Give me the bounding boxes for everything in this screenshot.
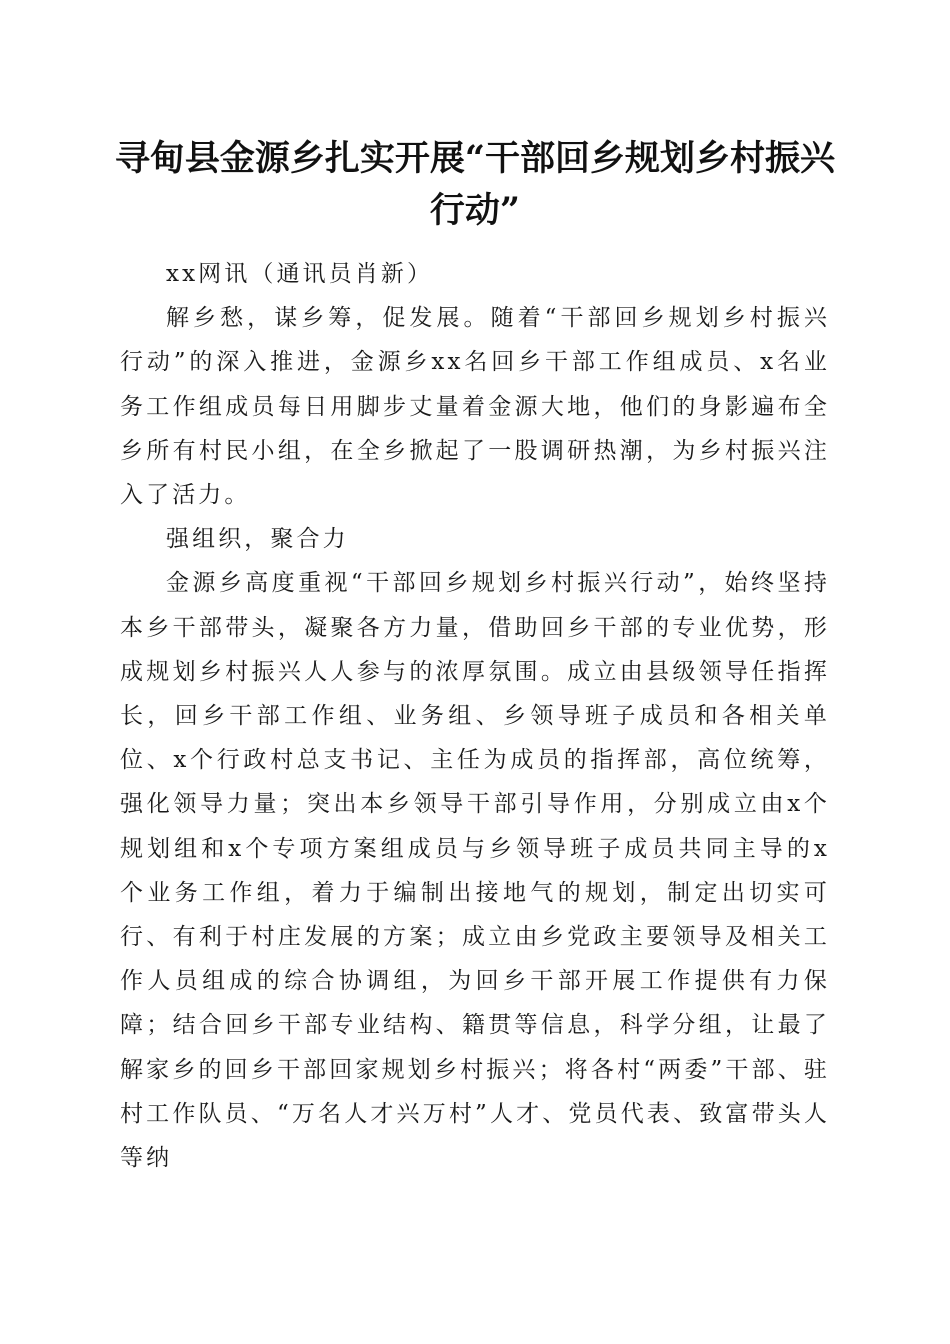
intro-paragraph: 解乡愁，谋乡筹，促发展。随着“干部回乡规划乡村振兴行动”的深入推进，金源乡xx名回乡干部工作组成员、x名业务工作组成员每日用脚步丈量着金源大地，他们的身影遍布全乡所有村民小组，在全乡掀起了一股调研热潮，为乡村振兴注入了活力。: [120, 305, 830, 509]
section-heading: 强组织，聚合力: [166, 526, 349, 553]
body-paragraph: 金源乡高度重视“干部回乡规划乡村振兴行动”，始终坚持本乡干部带头，凝聚各方力量，借助回乡干部的专业优势，形成规划乡村振兴人人参与的浓厚氛围。成立由县级领导任指挥长，回乡干部工作组、业务组、乡领导班子成员和各相关单位、x个行政村总支书记、主任为成员的指挥部，高位统筹，强化领导力量；突出本乡领导干部引导作用，分别成立由x个规划组和x个专项方案组成员与乡领导班子成员共同主导的x个业务工作组，着力于编制出接地气的规划，制定出切实可行、有利于村庄发展的方案；成立由乡党政主要领导及相关工作人员组成的综合协调组，为回乡干部开展工作提供有力保障；结合回乡干部专业结构、籍贯等信息，科学分组，让最了解家乡的回乡干部回家规划乡村振兴；将各村“两委”干部、驻村工作队员、“万名人才兴万村”人才、党员代表、致富带头人等纳: [120, 570, 830, 1172]
document-body: [120, 252, 830, 1180]
document-title: 寻甸县金源乡扎实开展“干部回乡规划乡村振兴行动”: [114, 138, 836, 231]
byline-paragraph: xx网讯（通讯员肖新）: [166, 261, 434, 287]
